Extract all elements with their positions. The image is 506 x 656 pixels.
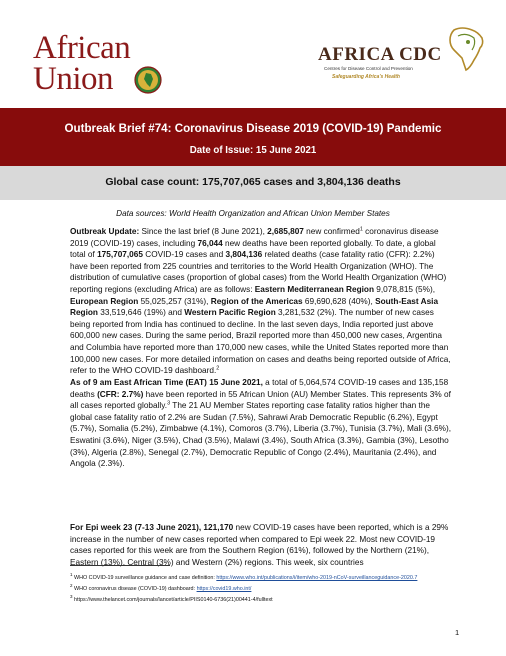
- africa-status-paragraph: As of 9 am East African Time (EAT) 15 June 2021, a total of 5,064,574 COVID-19 cases and 135,158 deaths (CFR: 2.7%) have been reported in 55 African Union (AU) Member States. This represents 3% of all cases reported globally.$^3$ The 21 AU Member States reporting case fatality ratios higher than the global case fatality ratio of 2.2% are Sudan (7.5%), Sahrawi Arab Democratic Republic (6.2%), Egypt (5.7%), Somalia (5.2%), Zimbabwe (4.1%), Comoros (3.7%), Liberia (3.7%), Tunisia (3.7%), Mali (3.6%), Eswatini (3.6%), Niger (3.5%), Chad (3.5%), Malawi (3.4%), South Africa (3.3%), Gambia (3%), Lesotho (3%), Algeria (2.8%), Senegal (2.7%), Democratic Republic of Congo (2.4%), Mauritania (2.4%), and Angola (2.3%).: [70, 378, 452, 469]
- footnote-ref[interactable]: 1: [359, 226, 363, 233]
- issue-date: Date of Issue: 15 June 2021: [189, 145, 317, 156]
- page-header: [0, 0, 506, 108]
- footnote-2-link[interactable]: https://covid19.who.int/: [196, 585, 252, 592]
- footnotes: [70, 571, 460, 603]
- page-number: 1: [455, 628, 460, 637]
- footnote-ref[interactable]: 2: [216, 365, 220, 372]
- footnote-ref[interactable]: 3: [167, 400, 171, 407]
- africa-cdc-logo: [318, 28, 488, 86]
- global-count-bar: [0, 166, 506, 200]
- au-emblem-icon: [133, 65, 163, 95]
- cdc-logo-title: AFRICA CDC: [318, 44, 442, 65]
- epi-week-paragraph: For Epi week 23 (7-13 June 2021), 121,170 new COVID-19 cases have been reported, which is a 29% increase in the number of new cases reported when compared to Epi week 22. Most new COVID-19 cases reported for this week are from the Southern Region (61%), followed by the Northern (21%), Eastern (13%), Central (3%) and Western (2%) regions. This week, six countries: [70, 523, 449, 567]
- footnote-divider: [70, 565, 170, 566]
- cdc-logo-subtitle: Centres for Disease Control and Prevention: [324, 66, 413, 71]
- footnote-1-link[interactable]: https://www.who.int/publications/i/item/who-2019-nCoV-surveillanceguidance-2020.7: [216, 574, 418, 581]
- au-logo-text: African Union: [33, 30, 131, 97]
- outbreak-update-paragraph: Outbreak Update: Since the last brief (8 June 2021), 2,685,807 new confirmed$^1$ coronavirus disease 2019 (COVID-19) cases, including 76,044 new deaths have been reported globally. To date, a global total of 175,707,065 COVID-19 cases and 3,804,136 related deaths (case fatality ratio (CFR): 2.2%) have been reported from 225 countries and territories to the World Health Organization (WHO). The distribution of cumulative cases (proportion of global cases) from the World Health Organization (WHO) reporting regions (excluding Africa) are as follows: Eastern Mediterranean Region 9,078,815 (5%), European Region 55,025,257 (31%), Region of the Americas 69,690,628 (40%), South-East Asia Region 33,519,646 (19%) and Western Pacific Region 3,281,532 (2%). The number of new cases being reported from India has continued to decline. In the last seven days, India reported just above 600,000 new cases. During the same period, Brazil reported more than 450,000 new cases, Argentina and Columbia have reported more than 170,000 new cases, while the United States reported more than 100,000 new cases. For more detailed information on cases and deaths being reported outside of Africa, refer to the WHO COVID-19 dashboard.$^2$: [70, 226, 451, 376]
- africa-map-icon: [444, 24, 488, 74]
- footnote-1: $^1$ WHO COVID-19 surveillance guidance and case definition: https://www.who.int/publications/i/item/who-2019-nCoV-surveillanceguidance-2020.7: [70, 572, 418, 581]
- title-banner: [0, 108, 506, 166]
- cdc-logo-tagline: Safeguarding Africa's Health: [332, 74, 400, 80]
- global-case-count: Global case count: 175,707,065 cases and 3,804,136 deaths: [105, 176, 401, 188]
- brief-title: Outbreak Brief #74: Coronavirus Disease 2019 (COVID-19) Pandemic: [64, 122, 442, 135]
- data-sources-note: Data sources: World Health Organization and African Union Member States: [116, 209, 390, 218]
- african-union-logo: [33, 30, 178, 97]
- footnote-3: $^3$ https://www.thelancet.com/journals/lancet/article/PIIS0140-6736(21)00441-4/fulltext: [70, 593, 273, 603]
- footnote-2: $^2$ WHO coronavirus disease (COVID-19) dashboard: https://covid19.who.int/: [70, 582, 252, 592]
